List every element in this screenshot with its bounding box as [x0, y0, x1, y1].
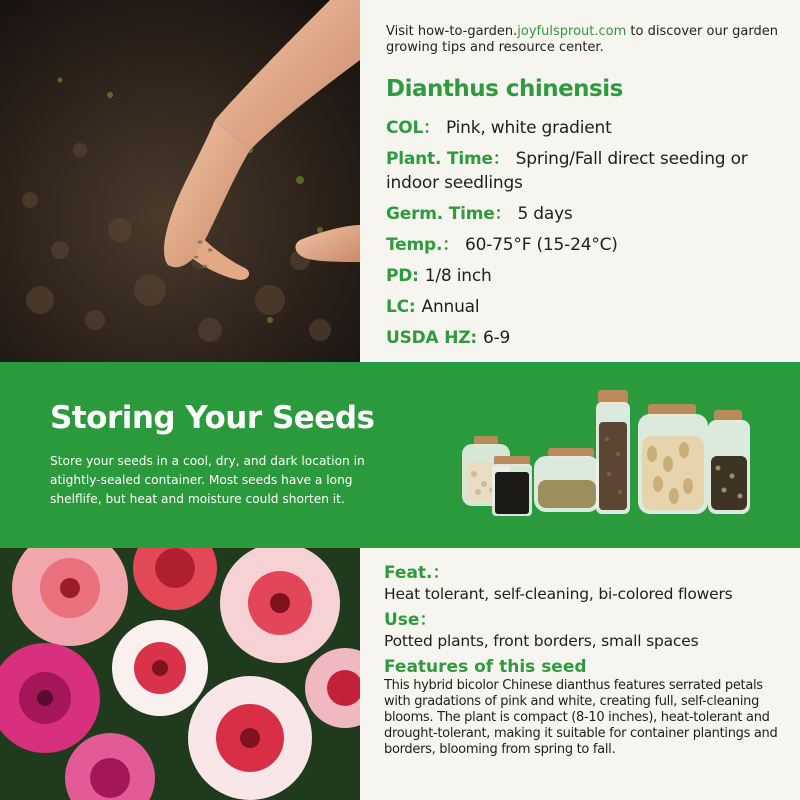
- visit-prefix: Visit how-to-garden.: [386, 24, 518, 39]
- seed-jar: [534, 448, 600, 512]
- plant-features-section: [0, 548, 800, 800]
- spec-value: 1/8 inch: [424, 266, 492, 286]
- feat-label: Feat.：: [384, 563, 450, 583]
- seed-jar: [596, 390, 630, 514]
- spec-label: COL：: [386, 118, 440, 138]
- plant-name: Dianthus chinensis: [386, 76, 623, 102]
- use-value: Potted plants, front borders, small spaces: [384, 632, 699, 650]
- feat-value: Heat tolerant, self-cleaning, bi-colored flowers: [384, 585, 733, 603]
- features-panel: [360, 548, 800, 800]
- dianthus-flowers-illustration: [0, 548, 360, 800]
- spec-label: Germ. Time：: [386, 204, 512, 224]
- spec-temperature: [386, 233, 796, 257]
- website-link[interactable]: joyfulsprout.com: [517, 24, 627, 39]
- seed-jar: [638, 404, 708, 514]
- spec-germination-time: [386, 202, 796, 226]
- use-label: Use：: [384, 610, 437, 630]
- seed-jars-illustration: [452, 384, 762, 534]
- spec-life-cycle: [386, 295, 796, 319]
- visit-suffix: to discover our garden growing tips and resource center.: [386, 24, 778, 55]
- spec-planting-depth: [386, 264, 796, 288]
- spec-value: Spring/Fall direct seeding or indoor seedlings: [386, 149, 748, 193]
- seed-features-label: Features of this seed: [384, 657, 587, 677]
- spec-color: [386, 116, 796, 140]
- storage-title: Storing Your Seeds: [50, 400, 375, 436]
- spec-label: Temp.：: [386, 235, 460, 255]
- spec-usda-zone: [386, 326, 796, 350]
- spec-label: USDA HZ:: [386, 328, 477, 348]
- spec-value: Annual: [421, 297, 480, 317]
- storage-text: Store your seeds in a cool, dry, and dark location in atightly-sealed container. Most seeds have a long shelflife, but heat and moisture could shorten it.: [50, 454, 365, 506]
- flower: [188, 676, 312, 800]
- spec-value: 6-9: [483, 328, 511, 348]
- soil-sowing-photo: [0, 0, 360, 362]
- spec-value: 5 days: [517, 204, 573, 224]
- spec-value: 60-75°F (15-24°C): [465, 235, 618, 255]
- flower: [220, 548, 340, 663]
- visit-website-note: [386, 24, 800, 56]
- seed-features-text: This hybrid bicolor Chinese dianthus features serrated petals with gradations of pink and white, creating full, self-cleaning blooms. The plant is compact (8-10 inches), heat-tolerant and drought-tolerant, making it suitable for container plantings and borders, blooming from spring to fall.: [384, 678, 778, 757]
- seed-jar: [492, 456, 532, 516]
- spec-value: Pink, white gradient: [445, 118, 612, 138]
- seed-storage-banner: [0, 362, 800, 548]
- plant-info-panel: [360, 0, 800, 362]
- spec-planting-time: [386, 147, 796, 195]
- seed-jar: [708, 410, 750, 514]
- dianthus-flowers-photo: [0, 548, 360, 800]
- spec-label: PD:: [386, 266, 419, 286]
- plant-specs: [386, 116, 800, 350]
- spec-label: Plant. Time：: [386, 149, 510, 169]
- plant-info-section: [0, 0, 800, 362]
- spec-label: LC:: [386, 297, 416, 317]
- soil-hands-illustration: [0, 0, 360, 362]
- flower: [112, 620, 208, 716]
